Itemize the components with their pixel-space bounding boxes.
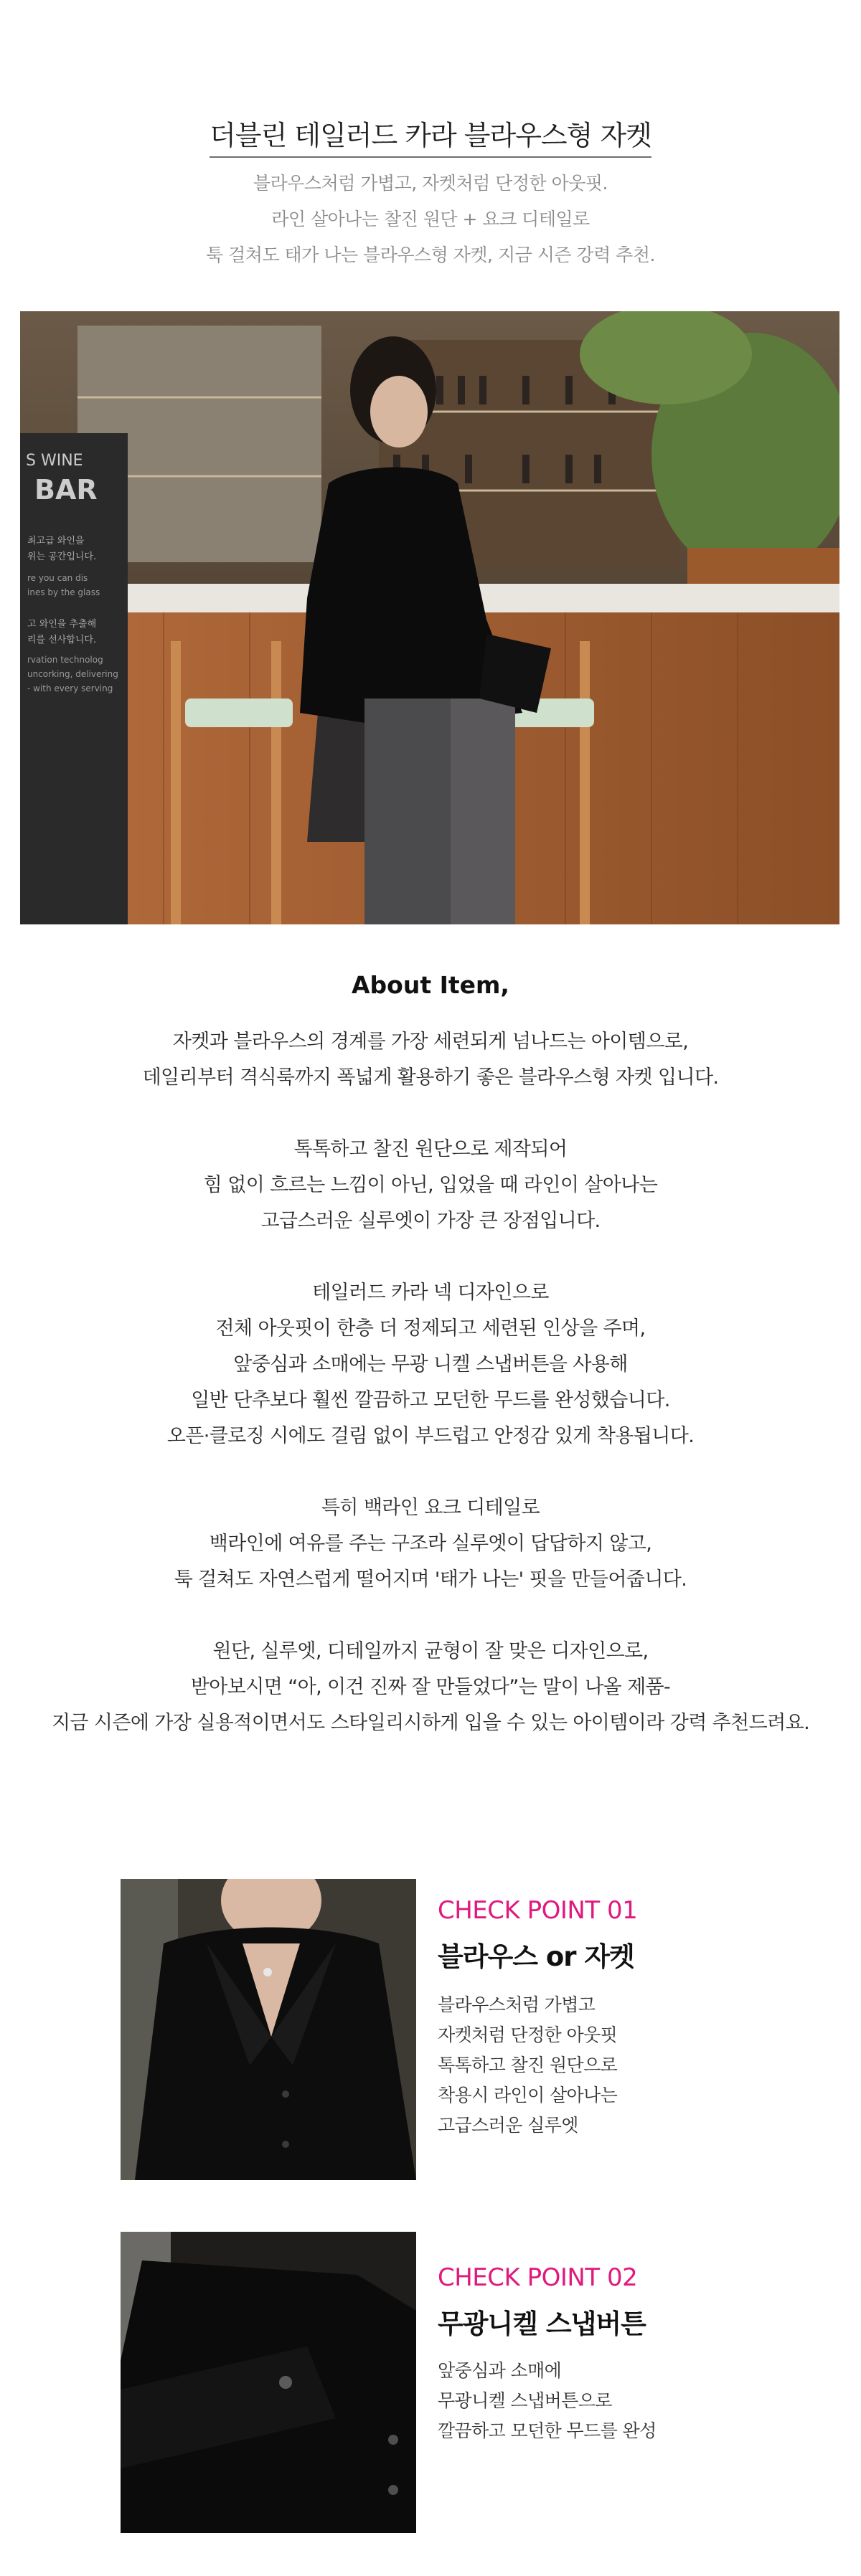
checkpoint-2-line: 무광니켈 스냅버튼으로: [438, 2390, 612, 2411]
about-line: 지금 시즌에 가장 실용적이면서도 스타일리시하게 입을 수 있는 아이템이라 강력 추천드려요.: [51, 1712, 810, 1734]
about-heading: About Item,: [352, 971, 509, 999]
checkpoint-1-line: 착용시 라인이 살아나는: [438, 2085, 618, 2106]
sign-text: - with every serving: [27, 683, 113, 693]
about-line: 톡톡하고 찰진 원단으로 제작되어: [293, 1138, 568, 1160]
product-title-text: 더블린 테일러드 카라 블라우스형 자켓: [210, 119, 651, 158]
sign-text: BAR: [34, 474, 98, 506]
about-line: 일반 단추보다 훨씬 깔끔하고 모던한 무드를 완성했습니다.: [191, 1389, 670, 1411]
about-line: 고급스러운 실루엣이 가장 큰 장점입니다.: [260, 1210, 601, 1232]
sign-text: 리를 선사합니다.: [27, 635, 97, 645]
sign-text: 고 와인을 추출해: [27, 619, 97, 630]
checkpoint-1-line: 톡톡하고 찰진 원단으로: [438, 2055, 618, 2075]
checkpoint-1-number: 01: [606, 1896, 638, 1925]
about-line: 데일리부터 격식룩까지 폭넓게 활용하기 좋은 블라우스형 자켓 입니다.: [142, 1066, 719, 1089]
checkpoint-1-label: [438, 1896, 637, 1925]
checkpoint-2-line: 앞중심과 소매에: [438, 2360, 562, 2381]
about-line: 전체 아웃핏이 한층 더 정제되고 세련된 인상을 주며,: [215, 1317, 646, 1340]
sign-text: uncorking, delivering: [27, 669, 118, 679]
about-line: 앞중심과 소매에는 무광 니켈 스냅버튼을 사용해: [233, 1353, 628, 1375]
about-line: 백라인에 여유를 주는 구조라 실루엣이 답답하지 않고,: [209, 1533, 652, 1555]
checkpoint-2-title: 무광니켈 스냅버튼: [438, 2309, 646, 2339]
checkpoint-2-label-text: CHECK POINT: [438, 2263, 600, 2292]
main-product-photo: [20, 311, 839, 924]
checkpoint-1-label-text: CHECK POINT: [438, 1896, 600, 1925]
checkpoint-1-photo: [121, 1879, 416, 2180]
subtitle-line: 툭 걸쳐도 태가 나는 블라우스형 자켓, 지금 시즌 강력 추천.: [206, 245, 655, 265]
about-line: 특히 백라인 요크 디테일로: [321, 1497, 540, 1519]
checkpoint-1-line: 고급스러운 실루엣: [438, 2115, 578, 2136]
checkpoint-1-line: 블라우스처럼 가볍고: [438, 1994, 596, 2015]
checkpoint-1-title: 블라우스 or 자켓: [438, 1941, 634, 1972]
about-line: 받아보시면 “아, 이건 진짜 잘 만들었다”는 말이 나올 제품-: [190, 1676, 671, 1698]
checkpoint-1-line: 자켓처럼 단정한 아웃핏: [438, 2025, 618, 2045]
sign-text: ines by the glass: [27, 587, 100, 597]
about-line: 자켓과 블라우스의 경계를 가장 세련되게 넘나드는 아이템으로,: [172, 1031, 689, 1053]
about-line: 테일러드 카라 넥 디자인으로: [312, 1282, 549, 1304]
checkpoint-2-line: 깔끔하고 모던한 무드를 완성: [438, 2420, 657, 2441]
about-line: 힘 없이 흐르는 느낌이 아닌, 입었을 때 라인이 살아나는: [203, 1174, 658, 1196]
checkpoint-2-number: 02: [606, 2263, 638, 2292]
sign-text: 위는 공간입니다.: [27, 551, 97, 562]
about-line: 오픈·클로징 시에도 걸림 없이 부드럽고 안정감 있게 착용됩니다.: [166, 1425, 695, 1447]
subtitle-line: 라인 살아나는 찰진 원단 + 요크 디테일로: [271, 209, 590, 229]
about-line: 원단, 실루엣, 디테일까지 균형이 잘 맞은 디자인으로,: [212, 1640, 649, 1662]
sign-text: rvation technolog: [27, 655, 103, 665]
sign-text: re you can dis: [27, 573, 88, 583]
about-line: 툭 걸쳐도 자연스럽게 떨어지며 '태가 나는' 핏을 만들어줍니다.: [174, 1568, 687, 1591]
subtitle-line: 블라우스처럼 가볍고, 자켓처럼 단정한 아웃핏.: [253, 173, 608, 194]
sign-text: 최고급 와인을: [27, 536, 85, 546]
product-title: [0, 119, 861, 158]
checkpoint-2-label: [438, 2263, 637, 2292]
checkpoint-2-photo: [121, 2232, 416, 2533]
sign-text: S WINE: [26, 452, 83, 470]
